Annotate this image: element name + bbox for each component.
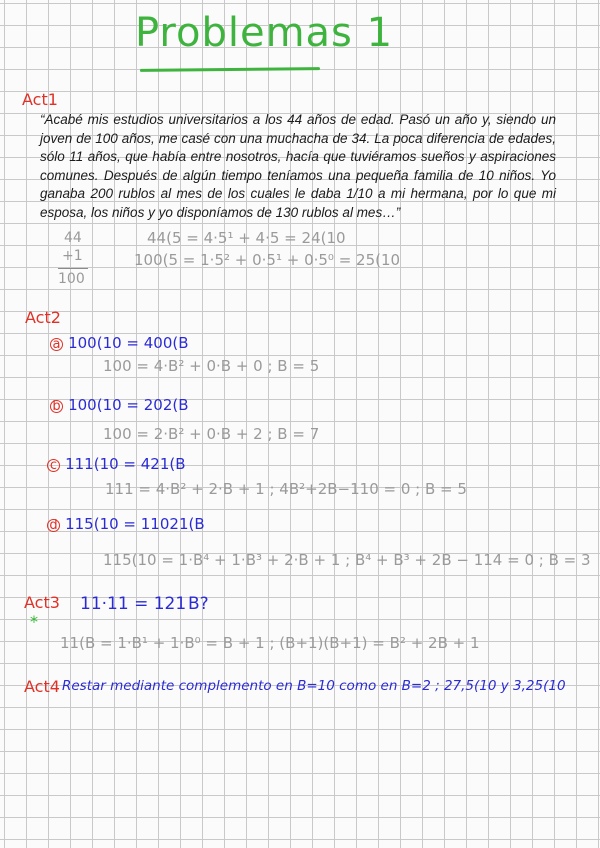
act1-sum-top: 44 xyxy=(64,230,82,246)
act2-item-d xyxy=(47,514,205,533)
item-marker: c xyxy=(47,459,60,472)
item-marker: b xyxy=(50,400,63,413)
act3-question: B? xyxy=(188,594,209,614)
item-heading: 111(10 = 421(B xyxy=(65,455,186,473)
act2-item-b xyxy=(50,395,189,414)
act3-statement: 11·11 = 121 xyxy=(80,594,187,614)
title-underline xyxy=(140,67,320,72)
act4-label: Act4 xyxy=(24,677,60,696)
act3-label: Act3 xyxy=(24,593,60,612)
act2-item-c-work: 111 = 4·B² + 2·B + 1 ; 4B²+2B−110 = 0 ; B = 5 xyxy=(105,480,467,498)
item-marker: d xyxy=(47,519,60,532)
act2-label: Act2 xyxy=(25,308,61,327)
act2-item-a xyxy=(50,333,189,352)
act2-item-d-work: 115(10 = 1·B⁴ + 1·B³ + 2·B + 1 ; B⁴ + B³ + 2B − 114 = 0 ; B = 3 xyxy=(103,551,591,569)
item-heading: 100(10 = 400(B xyxy=(68,334,189,352)
act2-item-b-work: 100 = 2·B² + 0·B + 2 ; B = 7 xyxy=(103,425,320,443)
act3-work: 11(B = 1·B¹ + 1·B⁰ = B + 1 ; (B+1)(B+1) = B² + 2B + 1 xyxy=(60,634,480,652)
act1-equation-2: 100(5 = 1·5² + 0·5¹ + 0·5⁰ = 25(10 xyxy=(134,251,401,269)
act1-sum-line xyxy=(58,268,88,269)
star-icon: * xyxy=(30,612,38,631)
act2-item-c xyxy=(47,454,186,473)
act1-quote: “Acabé mis estudios universitarios a los 44 años de edad. Pasó un año y, siendo un joven de 100 años, me casé con una muchacha de 34. La poca diferencia de edades, sólo 11 años, que había entre nosotros, hacía que tuviéramos sueños y aspiraciones comunes. Después de algún tiempo teníamos una pequeña familia de 10 niños. Yo ganaba 200 rublos al mes de los cuales le daba 1/10 a mi hermana, por lo que mi esposa, los niños y yo disponíamos de 130 rublos al mes…” xyxy=(40,112,556,220)
act1-equation-1: 44(5 = 4·5¹ + 4·5 = 24(10 xyxy=(147,229,346,247)
item-heading: 115(10 = 11021(B xyxy=(65,515,205,533)
act1-label: Act1 xyxy=(22,90,58,109)
page-title: Problemas 1 xyxy=(135,10,394,56)
act4-text: Restar mediante complemento en B=10 como en B=2 ; 27,5(10 y 3,25(10 xyxy=(62,678,566,694)
item-heading: 100(10 = 202(B xyxy=(68,396,189,414)
item-marker: a xyxy=(50,338,63,351)
act2-item-a-work: 100 = 4·B² + 0·B + 0 ; B = 5 xyxy=(103,357,320,375)
act1-sum-add: +1 xyxy=(62,248,83,264)
act1-sum-result: 100 xyxy=(58,271,85,287)
